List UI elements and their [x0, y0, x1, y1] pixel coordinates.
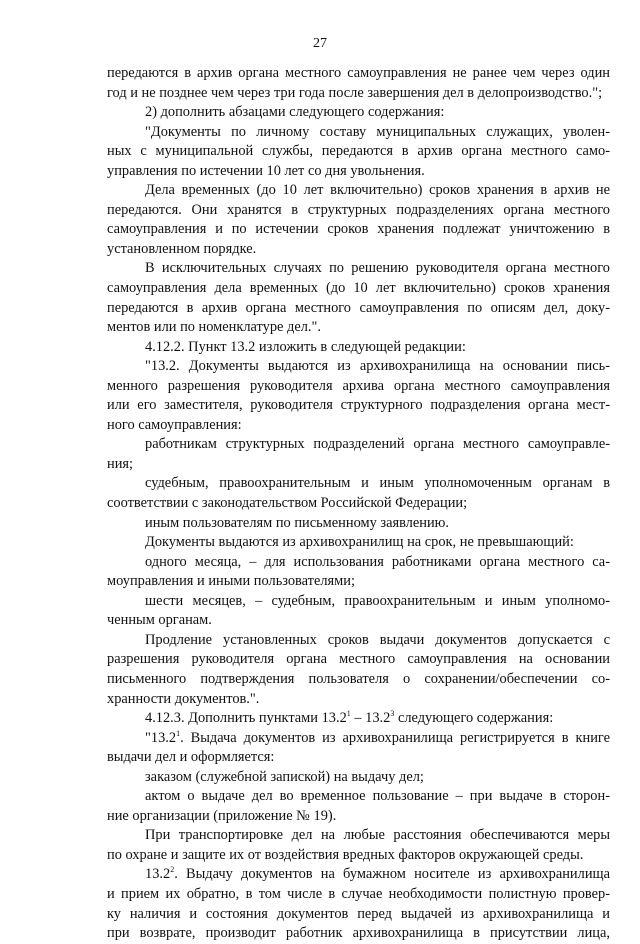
- superscript: 3: [390, 709, 395, 719]
- text-line: одного месяца, – для использования работниками органа местного са-: [145, 553, 610, 570]
- text-line: управления по истечении 10 лет со дня увольнения.: [107, 162, 425, 179]
- text-line: передаются в архив органа местного самоуправления не ранее чем через один: [107, 65, 610, 81]
- text-line: иным пользователям по письменному заявлению.: [145, 514, 450, 531]
- text-line: разрешения руководителя органа местного самоуправления на основании: [107, 651, 610, 668]
- text-line: [107, 729, 610, 749]
- text-line: [107, 709, 610, 729]
- text-run: 13.2: [145, 866, 171, 883]
- text-line: 2) дополнить абзацами следующего содержания:: [145, 104, 445, 121]
- text-line: В исключительных случаях по решению руководителя органа местного: [145, 260, 610, 277]
- text-run: следующего содержания:: [394, 710, 554, 727]
- text-line: "13.2. Документы выдаются из архивохранилища на основании пись-: [145, 358, 610, 375]
- text-line: самоуправления и по истечении сроков хранения подлежат уничтожению в: [107, 221, 610, 238]
- text-run: . Выдача документов из архивохранилища регистрируется в книге: [180, 729, 610, 746]
- text-line: соответствии с законодательством Российской Федерации;: [107, 495, 468, 512]
- text-line: [107, 865, 610, 885]
- document-body: [107, 64, 610, 944]
- text-run: . Выдачу документов на бумажном носителе из архивохранилища: [174, 866, 610, 883]
- text-line: заказом (служебной запиской) на выдачу дел;: [145, 768, 424, 785]
- text-line: 4.12.2. Пункт 13.2 изложить в следующей редакции:: [145, 338, 466, 355]
- text-run: – 13.2: [350, 710, 391, 727]
- text-line: ку наличия и состояния документов перед выдачей из архивохранилища и: [107, 905, 610, 922]
- text-line: письменного подтверждения пользователя о сохранении/обеспечении со-: [107, 670, 610, 687]
- text-line: шести месяцев, – судебным, правоохранительным и иным уполномо-: [145, 592, 610, 609]
- text-line: Документы выдаются из архивохранилищ на срок, не превышающий:: [145, 534, 574, 551]
- superscript: 1: [176, 728, 181, 738]
- text-line: моуправления и иными пользователями;: [107, 573, 355, 590]
- page-number: 27: [313, 36, 327, 51]
- text-line: ных с муниципальной службы, передаются в архив органа местного само-: [107, 143, 610, 160]
- text-line: при возврате, производит работник архивохранилища в присутствии лица,: [107, 925, 610, 942]
- text-line: Дела временных (до 10 лет включительно) сроков хранения в архив не: [145, 182, 610, 199]
- superscript: 1: [346, 709, 351, 719]
- text-line: ного самоуправления:: [107, 416, 242, 433]
- text-line: При транспортировке дел на любые расстояния обеспечиваются меры: [145, 827, 610, 844]
- text-line: ментов или по номенклатуре дел.".: [107, 319, 321, 336]
- text-line: актом о выдаче дел во временное пользование – при выдаче в сторон-: [145, 788, 610, 805]
- text-line: хранности документов.".: [107, 690, 260, 707]
- superscript: 2: [170, 865, 175, 875]
- text-run: 4.12.3. Дополнить пунктами 13.2: [145, 710, 347, 727]
- text-line: ния;: [107, 455, 134, 472]
- text-line: по охране и защите их от воздействия вредных факторов окружающей среды.: [107, 846, 584, 863]
- text-run: "13.2: [145, 729, 177, 746]
- text-line: менного разрешения руководителя архива органа местного самоуправления: [107, 377, 610, 394]
- text-line: ние организации (приложение № 19).: [107, 807, 337, 824]
- text-line: передаются. Они хранятся в структурных подразделениях органа местного: [107, 201, 610, 218]
- text-line: судебным, правоохранительным и иным уполномоченным органам в: [145, 475, 610, 492]
- text-line: год и не позднее чем через три года после завершения дел в делопроизводство.";: [107, 84, 603, 101]
- text-line: или его заместителя, руководителя структурного подразделения органа мест-: [107, 397, 610, 414]
- text-line: "Документы по личному составу муниципальных служащих, уволен-: [145, 123, 610, 140]
- text-line: и прием их обратно, в том числе в случае необходимости полистную провер-: [107, 885, 610, 902]
- text-line: передаются в архив органа местного самоуправления по описям дел, доку-: [107, 299, 610, 316]
- text-line: работникам структурных подразделений органа местного самоуправле-: [145, 436, 610, 453]
- text-line: ченным органам.: [107, 612, 212, 629]
- text-line: установленном порядке.: [107, 240, 257, 257]
- text-line: Продление установленных сроков выдачи документов допускается с: [145, 631, 610, 648]
- text-line: выдачи дел и оформляется:: [107, 749, 275, 766]
- text-line: самоуправления дела временных (до 10 лет включительно) сроков хранения: [107, 280, 610, 297]
